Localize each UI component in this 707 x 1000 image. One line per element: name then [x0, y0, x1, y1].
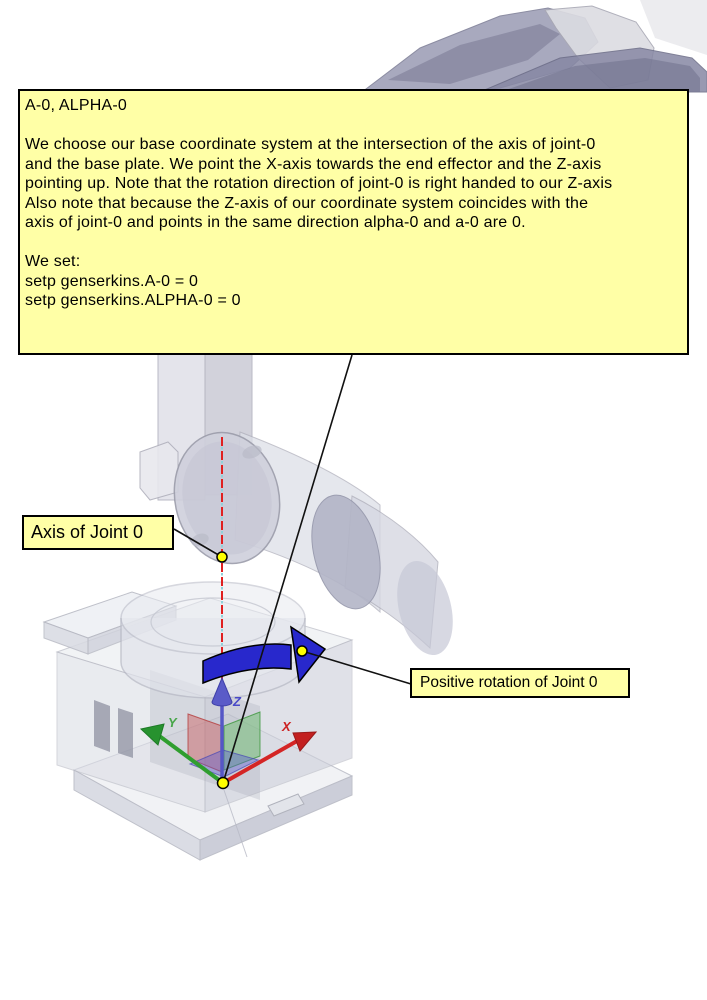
- info-box-line: axis of joint-0 and points in the same direction alpha-0 and a-0 are 0.: [25, 214, 526, 231]
- origin-marker-dot: [218, 778, 229, 789]
- info-box-line: setp genserkins.A-0 = 0: [25, 272, 199, 290]
- y-axis-label: Y: [168, 715, 177, 730]
- column-bracket: [140, 442, 178, 500]
- pedestal-slot-2: [118, 708, 133, 758]
- axis-of-joint-label-text: Axis of Joint 0: [31, 522, 144, 542]
- info-box-line: Also note that because the Z-axis of our coordinate system coincides with the: [25, 194, 589, 212]
- info-box-line: We set:: [25, 253, 81, 270]
- axis-of-joint-label: [22, 515, 174, 550]
- info-box-title: A-0, ALPHA-0: [25, 97, 128, 114]
- turntable-top-rim: [121, 582, 305, 654]
- rotation-marker-dot: [297, 646, 307, 656]
- info-box-line: setp genserkins.ALPHA-0 = 0: [25, 292, 241, 309]
- z-axis-label: Z: [233, 694, 241, 709]
- pedestal-slot-1: [94, 700, 110, 752]
- info-box-line: We choose our base coordinate system at the intersection of the axis of joint-0: [25, 136, 596, 153]
- info-box: [18, 89, 689, 355]
- info-box-line: [25, 116, 682, 136]
- positive-rotation-label: [410, 668, 630, 698]
- positive-rotation-label-text: Positive rotation of Joint 0: [420, 674, 598, 691]
- robot-upper-arm: [362, 0, 707, 95]
- info-box-line: pointing up. Note that the rotation direction of joint-0 is right handed to our Z-axis: [25, 175, 613, 192]
- info-box-line: [25, 233, 682, 253]
- robot-turntable: [121, 582, 305, 698]
- info-box-line: and the base plate. We point the X-axis towards the end effector and the Z-axis: [25, 155, 602, 173]
- axis-marker-dot: [217, 552, 227, 562]
- x-axis-label: X: [282, 719, 291, 734]
